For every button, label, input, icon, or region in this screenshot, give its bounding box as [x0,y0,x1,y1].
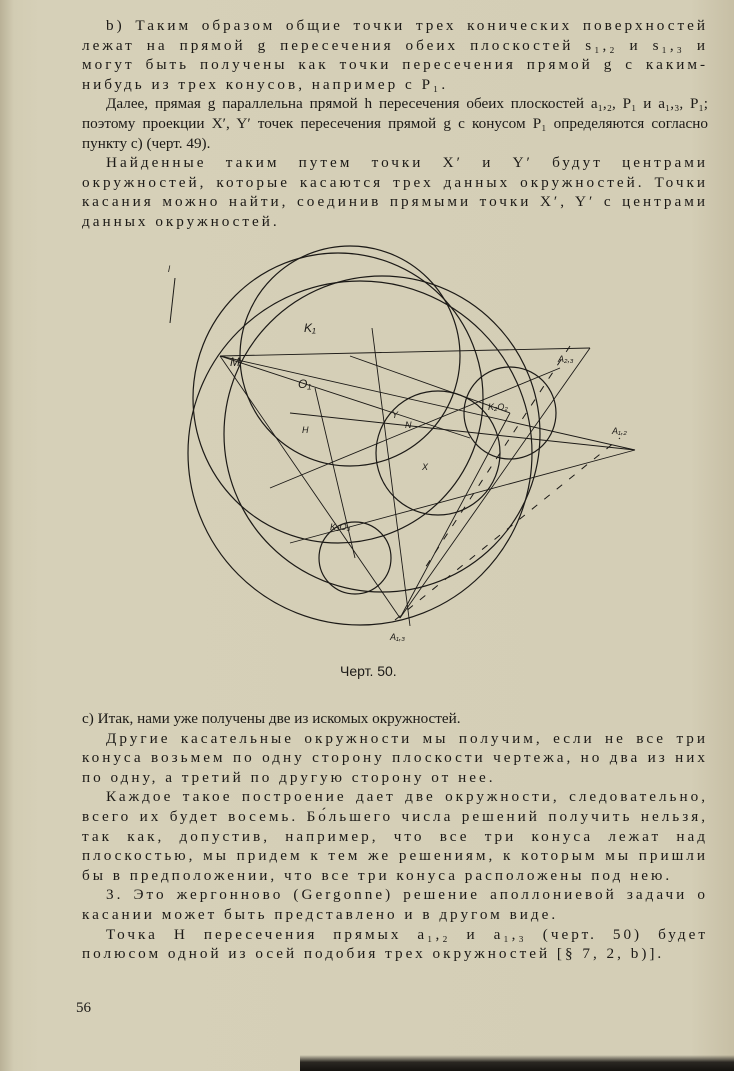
line-k1-o2 [350,356,510,413]
line-a13-left [220,356,400,618]
line-a12-k1 [290,413,635,450]
line-a13-right [400,348,590,618]
outer-circle-1 [193,253,483,543]
label-a13: A₁,₃ [390,632,405,642]
outer-circle-3 [188,281,532,625]
label-y: Y [392,410,399,420]
construction-figure [150,238,650,678]
paragraph-found-points: Найденные таким путем точки X′ и Y′ будут центрами окружностей, которые касаются трех данных окружностей. Точки касания можно найти, соединив прямыми точки X′, Y′ с центрами данных окружностей. [82,154,708,230]
label-o1: O₁ [298,377,312,391]
line-m-a12 [220,356,635,450]
label-m: M [230,355,240,369]
label-n: N [405,420,412,430]
outer-circle-2 [224,276,540,592]
label-a23: A₂,₃ [558,354,574,364]
paragraph-other-circles: Другие касательные окружности мы получим, если не все три конуса возьмем по одну сторону плоскости чертежа, но два из них по одну, а третий по другую сторону от нее. [82,729,708,786]
paragraph-gergonne: 3. Это жергонново (Gergonne) решение аполлониевой задачи о касании может быть представлено и в другом виде. [82,886,708,923]
label-k3o3: K₃O₃ [330,522,351,532]
line-l [170,278,175,323]
paragraph-point-h: Точка H пересечения прямых a₁,₂ и a₁,₃ (черт. 50) будет полюсом одной из осей подобия трех окружностей [§ 7, 2, b)]. [82,925,708,963]
paragraph-eight-solutions: Каждое такое построение дает две окружности, следовательно, всего их будет восемь. Бо́льшего числа решений получить нельзя, так как, допустив, например, что все три конуса лежат над плоскостью, мы придем к тем же решениям, к которым мы пришли бы в предположении, что все три конуса расположены под нею. [82,788,708,884]
figure-drawing [150,238,650,678]
label-a12: A₁,₂ [612,426,627,436]
page-edge-shadow [300,1055,734,1071]
label-x: X [422,462,429,472]
page-number: 56 [76,1000,91,1016]
top-text [82,16,708,232]
dashed-axis-a23 [425,346,570,568]
paragraph-c: c) Итак, нами уже получены две из искомых окружностей. [82,710,461,727]
label-l: l [168,264,170,274]
label-h: H [302,425,309,435]
label-k1: K₁ [304,321,316,335]
bottom-text [82,709,708,964]
line-o1-o3 [315,388,355,558]
line-m-a23 [220,348,590,356]
label-k2o2: K₂O₂ [488,402,508,412]
paragraph-b: b) Таким образом общие точки трех конических поверхностей лежат на прямой g пересечения обеих плоскостей s₁,₂ и s₁,₃ и могут быть получены как точки пересечения прямой g с каким-нибудь из трех конусов, например с P₁. [82,17,708,93]
figure-caption: Черт. 50. [340,663,397,679]
line-m-n [220,356,470,438]
paragraph-parallel-line: Далее, прямая g параллельна прямой h пересечения обеих плоскостей a₁,₂, P₁ и a₁,₃, P₁; поэтому проекции X′, Y′ точек пересечения прямой g с конусом P₁ определяются согласно пункту с) (черт. 49). [82,95,708,152]
line-vertical [372,328,410,626]
